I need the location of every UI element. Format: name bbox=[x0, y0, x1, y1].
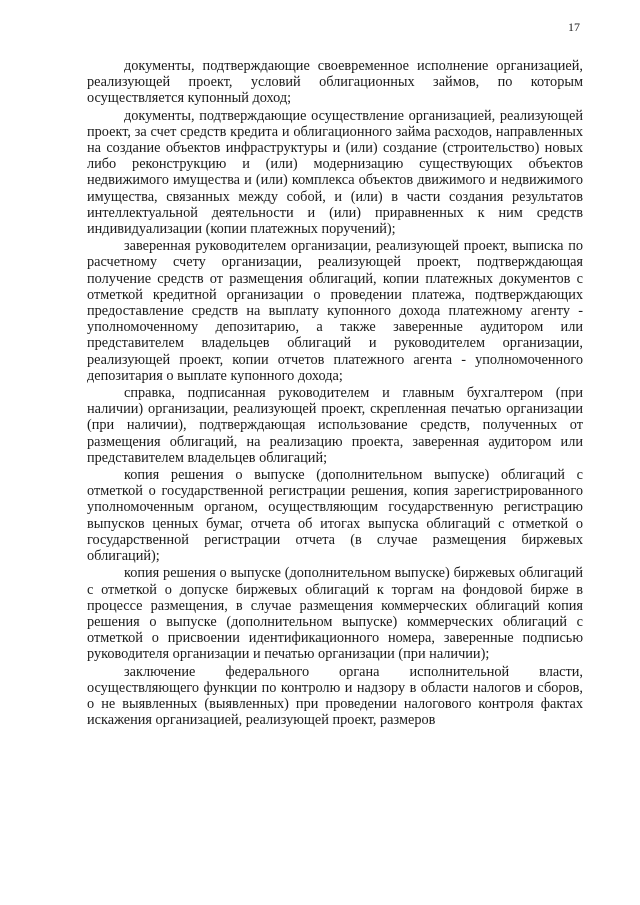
paragraph: справка, подписанная руководителем и главным бухгалтером (при наличии) организации, реализующей проект, скрепленная печатью организации (при наличии), подтверждающая использование средств, полученных от размещения облигаций, на реализацию проекта, заверенная аудитором или представителем владельцев облигаций; bbox=[87, 385, 583, 466]
document-body bbox=[87, 58, 583, 729]
paragraph: копия решения о выпуске (дополнительном выпуске) биржевых облигаций с отметкой о допуске биржевых облигаций к торгам на фондовой бирже в процессе размещения, в случае размещения коммерческих облигаций копия решения о выпуске (дополнительном выпуске) коммерческих облигаций с отметкой о присвоении идентификационного номера, заверенные подписью руководителя организации и печатью организации (при наличии); bbox=[87, 565, 583, 663]
page-number: 17 bbox=[568, 20, 580, 34]
paragraph: документы, подтверждающие своевременное исполнение организацией, реализующей проект, условий облигационных займов, по которым осуществляется купонный доход; bbox=[87, 58, 583, 107]
paragraph: заверенная руководителем организации, реализующей проект, выписка по расчетному счету организации, реализующей проект, подтверждающая получение средств от размещения облигаций, копии платежных документов с отметкой кредитной организации о проведении платежа, подтверждающих предоставление средств на выплату купонного дохода платежному агенту - уполномоченному депозитарию, а также заверенные аудитором или представителем владельцев облигаций и руководителем организации, реализующей проект, копии отчетов платежного агента - уполномоченного депозитария о выплате купонного дохода; bbox=[87, 238, 583, 384]
paragraph: документы, подтверждающие осуществление организацией, реализующей проект, за счет средств кредита и облигационного займа расходов, направленных на создание объектов инфраструктуры и (или) создание (строительство) новых либо реконструкцию и (или) модернизацию существующих объектов недвижимого имущества и (или) комплекса объектов движимого и недвижимого имущества, связанных между собой, и (или) в части создания результатов интеллектуальной деятельности и (или) приравненных к ним средств индивидуализации (копии платежных поручений); bbox=[87, 107, 583, 238]
paragraph: заключение федерального органа исполнительной власти, осуществляющего функции по контролю и надзору в области налогов и сборов, о не выявленных (выявленных) при проведении налогового контроля фактах искажения организацией, реализующей проект, размеров bbox=[87, 663, 583, 729]
paragraph: копия решения о выпуске (дополнительном выпуске) облигаций с отметкой о государственной регистрации решения, копия зарегистрированного уполномоченным органом, осуществляющим государственную регистрацию выпусков ценных бумаг, отчета об итогах выпуска облигаций с отметкой о государственной регистрации отчета (в случае размещения биржевых облигаций); bbox=[87, 467, 583, 565]
